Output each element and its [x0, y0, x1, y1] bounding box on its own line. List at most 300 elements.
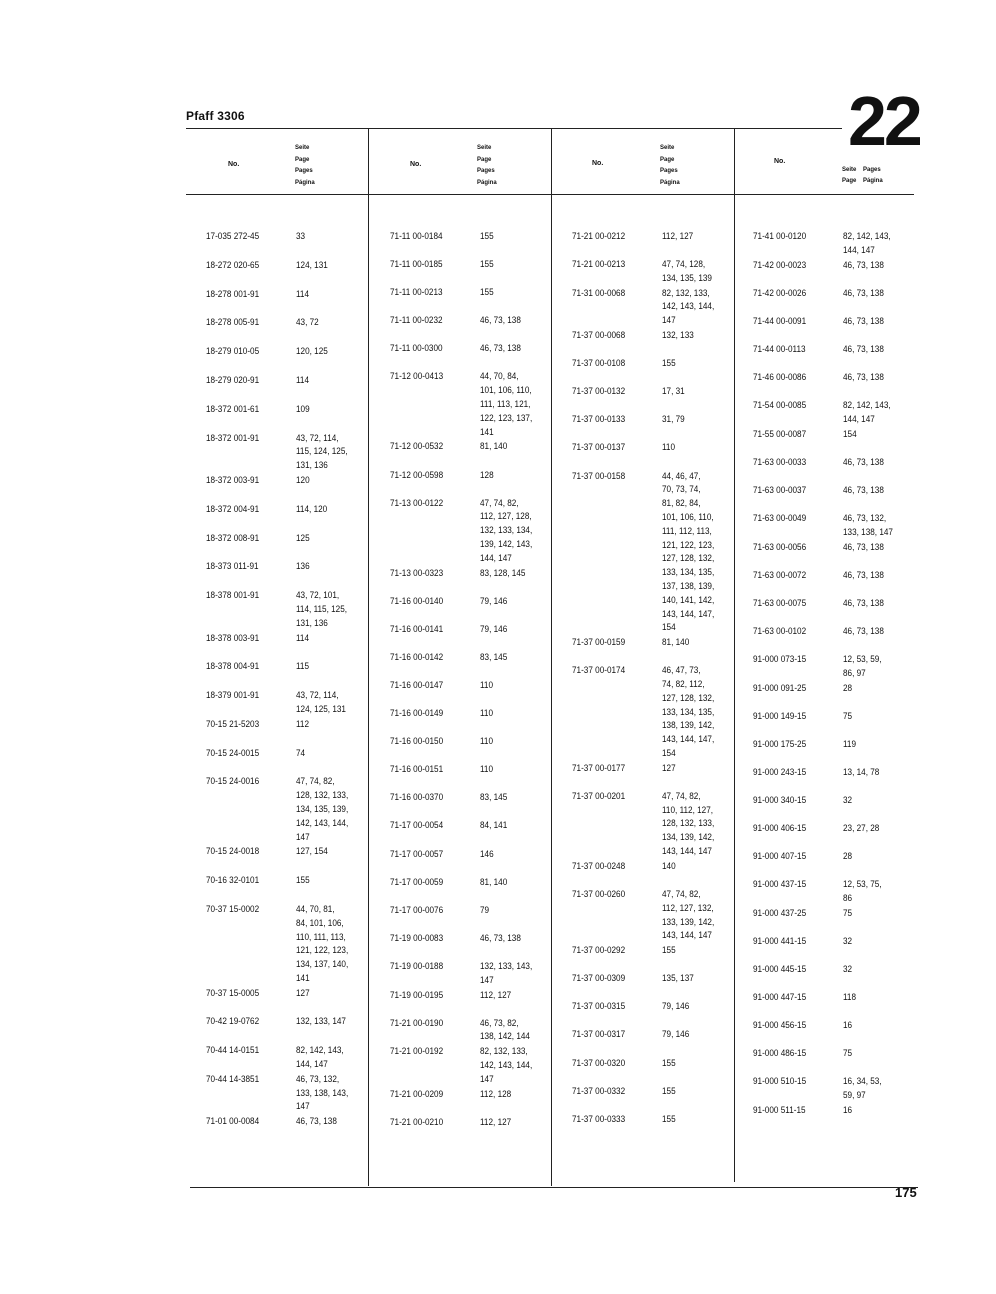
part-number: 71-37 00-0108	[572, 358, 626, 370]
page-references: 81, 140	[480, 441, 508, 453]
part-entry	[572, 441, 752, 455]
page-references: 155	[480, 287, 494, 299]
page-references: 110	[480, 708, 494, 720]
part-number: 71-63 00-0102	[753, 625, 807, 637]
part-number: 71-16 00-0149	[390, 708, 444, 720]
page-references: 82, 142, 143, 144, 147	[296, 1045, 344, 1071]
page-references: 127	[662, 762, 676, 774]
part-number: 71-17 00-0057	[390, 848, 444, 860]
page-references: 155	[480, 259, 494, 271]
page-references: 120	[296, 474, 310, 486]
part-entry	[753, 399, 933, 427]
header-seite-2: Seite Page Pages Página	[477, 145, 497, 186]
part-number: 91-000 175-25	[753, 738, 807, 750]
part-entry	[390, 230, 570, 244]
part-entry	[206, 1044, 386, 1072]
part-entry	[206, 230, 386, 244]
part-entry	[390, 370, 570, 439]
part-entry	[753, 1019, 933, 1033]
part-entry	[206, 1015, 386, 1029]
part-entry	[390, 595, 570, 609]
page-references: 124, 131	[296, 259, 328, 271]
page-references: 81, 140	[662, 637, 690, 649]
part-entry	[572, 972, 752, 986]
part-number: 70-37 15-0002	[206, 903, 260, 915]
page-references: 79, 146	[662, 1029, 690, 1041]
part-number: 71-11 00-0213	[390, 287, 443, 299]
page-references: 155	[662, 1113, 676, 1125]
part-number: 18-279 010-05	[206, 346, 260, 358]
part-entry	[572, 1028, 752, 1042]
parts-column-3	[572, 230, 752, 1141]
part-entry	[572, 329, 752, 343]
page-references: 112, 127	[480, 1116, 512, 1128]
part-number: 71-63 00-0056	[753, 541, 807, 553]
part-number: 70-44 14-3851	[206, 1073, 260, 1085]
part-entry	[753, 315, 933, 329]
page-references: 46, 73, 138	[843, 625, 884, 637]
part-number: 71-19 00-0195	[390, 989, 444, 1001]
page-references: 110	[662, 442, 676, 454]
part-entry	[206, 403, 386, 417]
page-references: 46, 73, 138	[843, 484, 884, 496]
part-entry	[572, 860, 752, 874]
part-entry	[572, 944, 752, 958]
part-entry	[753, 343, 933, 357]
part-number: 91-000 447-15	[753, 992, 807, 1004]
page-number: 175	[895, 1185, 917, 1200]
page-references: 112, 127	[480, 989, 512, 1001]
part-number: 70-15 24-0016	[206, 776, 260, 788]
part-entry	[390, 1116, 570, 1130]
part-entry	[206, 474, 386, 488]
page-references: 46, 73, 82, 138, 142, 144	[480, 1017, 530, 1043]
part-entry	[753, 794, 933, 808]
page-references: 28	[843, 682, 853, 694]
part-number: 71-37 00-0333	[572, 1113, 626, 1125]
page-references: 110	[480, 736, 494, 748]
page-references: 16, 34, 53, 59, 97	[843, 1076, 882, 1102]
page-references: 109	[296, 403, 310, 415]
part-entry	[572, 762, 752, 776]
part-entry	[390, 904, 570, 918]
page-references: 75	[843, 710, 853, 722]
part-number: 18-279 020-91	[206, 374, 260, 386]
part-entry	[390, 567, 570, 581]
part-entry	[390, 791, 570, 805]
page-references: 135, 137	[662, 973, 694, 985]
parts-column-1	[206, 230, 386, 1144]
part-entry	[572, 1000, 752, 1014]
part-number: 71-01 00-0084	[206, 1116, 260, 1128]
part-number: 71-21 00-0209	[390, 1088, 444, 1100]
part-number: 71-37 00-0137	[572, 442, 626, 454]
page-references: 46, 73, 138	[843, 259, 884, 271]
page-references: 155	[662, 1085, 676, 1097]
page-references: 32	[843, 794, 853, 806]
page-references: 114	[296, 374, 310, 386]
part-number: 71-11 00-0184	[390, 231, 443, 242]
part-number: 71-37 00-0315	[572, 1001, 626, 1013]
page-references: 46, 73, 138	[843, 597, 884, 609]
part-entry	[753, 710, 933, 724]
part-number: 71-37 00-0133	[572, 414, 626, 426]
page-references: 132, 133, 147	[296, 1016, 346, 1028]
part-entry	[390, 342, 570, 356]
part-entry	[390, 1045, 570, 1086]
section-number: 22	[848, 82, 920, 160]
part-entry	[390, 1088, 570, 1102]
page-references: 114	[296, 288, 310, 300]
page-references: 46, 73, 132, 133, 138, 143, 147	[296, 1073, 349, 1113]
page-references: 46, 73, 138	[843, 343, 884, 355]
part-number: 71-37 00-0317	[572, 1029, 626, 1041]
part-entry	[206, 987, 386, 1001]
page-references: 43, 72, 114, 124, 125, 131	[296, 690, 346, 715]
part-number: 91-000 243-15	[753, 766, 807, 778]
part-number: 71-12 00-0532	[390, 441, 444, 453]
part-entry	[206, 845, 386, 859]
part-number: 18-372 004-91	[206, 503, 260, 515]
part-number: 71-37 00-0159	[572, 637, 626, 649]
part-entry	[206, 503, 386, 517]
part-number: 71-37 00-0068	[572, 330, 626, 342]
page-references: 79, 146	[662, 1001, 690, 1013]
page-references: 23, 27, 28	[843, 822, 880, 834]
part-entry	[390, 735, 570, 749]
part-entry	[753, 625, 933, 639]
part-entry	[390, 440, 570, 454]
part-number: 71-37 00-0320	[572, 1057, 626, 1069]
page-references: 128	[480, 469, 494, 481]
part-number: 71-44 00-0091	[753, 315, 807, 327]
page-references: 44, 70, 84, 101, 106, 110, 111, 113, 121, 122, 123, 137, 141	[480, 371, 533, 438]
part-number: 18-272 020-65	[206, 259, 260, 271]
part-entry	[753, 1075, 933, 1103]
part-number: 71-37 00-0260	[572, 888, 626, 900]
part-number: 71-63 00-0037	[753, 484, 807, 496]
part-number: 71-17 00-0054	[390, 820, 444, 832]
page-references: 28	[843, 851, 853, 863]
page-references: 13, 14, 78	[843, 766, 880, 778]
part-number: 91-000 073-15	[753, 653, 807, 665]
page-references: 31, 79	[662, 414, 685, 426]
part-number: 71-63 00-0033	[753, 456, 807, 468]
page-references: 154	[843, 428, 857, 440]
part-entry	[753, 371, 933, 385]
page-references: 82, 142, 143, 144, 147	[843, 400, 891, 425]
part-entry	[206, 345, 386, 359]
header-no-1: No.	[228, 161, 240, 168]
page-references: 33	[296, 231, 306, 242]
part-entry	[390, 989, 570, 1003]
part-number: 18-372 008-91	[206, 532, 260, 544]
part-entry	[206, 660, 386, 674]
part-entry	[206, 1073, 386, 1114]
part-entry	[206, 432, 386, 473]
page-references: 112, 127	[662, 231, 694, 242]
page-references: 32	[843, 963, 853, 975]
part-number: 71-21 00-0212	[572, 231, 626, 242]
part-number: 70-15 24-0015	[206, 747, 260, 759]
part-entry	[390, 497, 570, 566]
part-number: 70-44 14-0151	[206, 1045, 260, 1057]
part-entry	[390, 314, 570, 328]
part-entry	[753, 766, 933, 780]
part-entry	[753, 1104, 933, 1118]
part-number: 71-37 00-0158	[572, 470, 626, 482]
part-number: 71-37 00-0174	[572, 665, 626, 677]
header-seite-4: Seite Pages Page Página	[842, 167, 883, 184]
page-references: 47, 74, 128, 134, 135, 139	[662, 259, 712, 284]
part-number: 91-000 340-15	[753, 794, 807, 806]
part-number: 71-16 00-0151	[390, 764, 444, 776]
page-references: 44, 46, 47, 70, 73, 74, 81, 82, 84, 101, 106, 110, 111, 112, 113, 121, 122, 123, 127, 128, 132, 133, 134, 135, 137, 138, 139, 140, 141, 142, 143, 144, 147, 154	[662, 470, 715, 634]
part-number: 71-37 00-0201	[572, 790, 626, 802]
part-number: 71-12 00-0413	[390, 371, 444, 383]
part-number: 71-21 00-0192	[390, 1046, 444, 1058]
page-references: 46, 73, 138	[843, 541, 884, 553]
page-references: 155	[662, 1057, 676, 1069]
part-number: 18-372 001-91	[206, 432, 260, 444]
part-entry	[206, 288, 386, 302]
page-references: 75	[843, 1048, 853, 1060]
part-number: 91-000 445-15	[753, 963, 807, 975]
parts-column-2	[390, 230, 570, 1144]
part-entry	[206, 589, 386, 630]
page-references: 82, 142, 143, 144, 147	[843, 231, 891, 256]
bottom-rule	[190, 1187, 918, 1188]
parts-column-4	[753, 230, 933, 1132]
part-entry	[390, 469, 570, 483]
page-references: 83, 145	[480, 651, 508, 663]
page-references: 46, 73, 138	[843, 456, 884, 468]
part-entry	[206, 874, 386, 888]
page-references: 82, 132, 133, 142, 143, 144, 147	[480, 1046, 533, 1085]
part-entry	[206, 903, 386, 986]
part-number: 71-37 00-0292	[572, 945, 626, 957]
page-references: 132, 133, 143, 147	[480, 960, 533, 986]
part-entry	[572, 258, 752, 286]
part-number: 71-16 00-0141	[390, 623, 444, 635]
part-entry	[206, 747, 386, 761]
part-number: 71-16 00-0147	[390, 680, 444, 691]
page-references: 118	[843, 992, 857, 1004]
part-number: 71-16 00-0142	[390, 651, 444, 663]
part-entry	[390, 819, 570, 833]
part-number: 71-54 00-0085	[753, 400, 807, 412]
part-entry	[390, 876, 570, 890]
page-references: 155	[662, 358, 676, 370]
page-references: 47, 74, 82, 110, 112, 127, 128, 132, 133, 134, 139, 142, 143, 144, 147	[662, 790, 715, 858]
page-references: 17, 31	[662, 386, 685, 398]
part-entry	[572, 287, 752, 328]
part-number: 91-000 486-15	[753, 1048, 807, 1060]
part-number: 70-42 19-0762	[206, 1016, 260, 1028]
page-references: 82, 132, 133, 142, 143, 144, 147	[662, 287, 715, 327]
part-entry	[753, 512, 933, 540]
part-number: 71-19 00-0083	[390, 932, 444, 944]
part-number: 91-000 441-15	[753, 935, 807, 947]
part-entry	[390, 1017, 570, 1045]
part-entry	[206, 718, 386, 732]
part-entry	[753, 878, 933, 906]
part-entry	[390, 623, 570, 637]
part-number: 71-37 00-0332	[572, 1085, 626, 1097]
part-number: 91-000 510-15	[753, 1076, 807, 1088]
part-entry	[206, 532, 386, 546]
part-number: 71-16 00-0150	[390, 736, 444, 748]
page-references: 81, 140	[480, 876, 508, 888]
page-references: 44, 70, 81, 84, 101, 106, 110, 111, 113, 121, 122, 123, 134, 137, 140, 141	[296, 903, 349, 984]
part-entry	[206, 316, 386, 330]
part-number: 71-17 00-0076	[390, 904, 444, 916]
header-no-4: No.	[774, 158, 786, 165]
part-entry	[753, 230, 933, 258]
part-number: 71-17 00-0059	[390, 876, 444, 888]
page-references: 110	[480, 764, 494, 776]
part-number: 18-379 001-91	[206, 690, 260, 702]
part-number: 91-000 437-15	[753, 879, 807, 891]
part-entry	[753, 259, 933, 273]
page-references: 75	[843, 907, 853, 919]
part-number: 71-11 00-0300	[390, 343, 443, 355]
part-number: 71-41 00-0120	[753, 231, 807, 242]
page-references: 112, 128	[480, 1088, 512, 1100]
page-references: 43, 72, 114, 115, 124, 125, 131, 136	[296, 432, 348, 472]
part-number: 17-035 272-45	[206, 231, 260, 242]
page-references: 79, 146	[480, 623, 508, 635]
part-number: 71-12 00-0598	[390, 469, 444, 481]
page-references: 125	[296, 532, 310, 544]
header-seite-3: Seite Page Pages Página	[660, 145, 680, 186]
part-number: 70-15 21-5203	[206, 718, 260, 730]
part-number: 18-372 001-61	[206, 403, 260, 415]
page-references: 46, 73, 138	[843, 569, 884, 581]
part-number: 71-55 00-0087	[753, 428, 807, 440]
part-number: 91-000 406-15	[753, 822, 807, 834]
page-references: 83, 145	[480, 792, 508, 804]
part-entry	[572, 230, 752, 244]
page-references: 46, 73, 132, 133, 138, 147	[843, 512, 893, 538]
part-entry	[390, 679, 570, 693]
part-entry	[206, 374, 386, 388]
page-references: 47, 74, 82, 112, 127, 128, 132, 133, 134, 139, 142, 143, 144, 147	[480, 497, 533, 564]
part-number: 70-37 15-0005	[206, 987, 260, 999]
part-entry	[753, 1047, 933, 1061]
part-entry	[390, 286, 570, 300]
part-entry	[572, 385, 752, 399]
part-entry	[753, 850, 933, 864]
part-entry	[572, 1085, 752, 1099]
part-number: 71-37 00-0177	[572, 762, 626, 774]
page-references: 127	[296, 987, 310, 999]
page-references: 127, 154	[296, 846, 328, 858]
part-entry	[390, 960, 570, 988]
page-references: 119	[843, 738, 857, 750]
part-number: 18-378 004-91	[206, 661, 260, 673]
part-entry	[753, 682, 933, 696]
part-number: 70-16 32-0101	[206, 875, 260, 887]
part-number: 91-000 149-15	[753, 710, 807, 722]
top-rule	[186, 128, 842, 129]
part-number: 71-11 00-0185	[390, 259, 443, 271]
part-entry	[753, 541, 933, 555]
page-references: 32	[843, 935, 853, 947]
part-number: 71-16 00-0370	[390, 792, 444, 804]
part-number: 91-000 407-15	[753, 851, 807, 863]
part-number: 71-11 00-0232	[390, 315, 443, 327]
page-references: 46, 73, 138	[480, 932, 521, 944]
page-references: 155	[296, 875, 310, 887]
page-references: 146	[480, 848, 494, 860]
part-entry	[572, 664, 752, 761]
part-number: 71-63 00-0075	[753, 597, 807, 609]
part-number: 71-13 00-0122	[390, 497, 444, 509]
part-entry	[206, 560, 386, 574]
part-entry	[390, 848, 570, 862]
header-seite-1: Seite Page Pages Página	[295, 145, 315, 186]
page-references: 114, 120	[296, 503, 328, 515]
part-number: 71-63 00-0049	[753, 512, 807, 524]
part-number: 71-42 00-0023	[753, 259, 807, 271]
page-references: 46, 73, 138	[843, 371, 884, 383]
document-title: Pfaff 3306	[186, 109, 245, 123]
page-references: 74	[296, 747, 306, 759]
page-references: 110	[480, 680, 494, 691]
part-number: 71-46 00-0086	[753, 371, 807, 383]
page-references: 132, 133	[662, 330, 694, 342]
part-entry	[753, 738, 933, 752]
part-number: 18-278 001-91	[206, 288, 260, 300]
part-number: 91-000 437-25	[753, 907, 807, 919]
part-number: 71-42 00-0026	[753, 287, 807, 299]
part-number: 91-000 511-15	[753, 1104, 806, 1116]
part-number: 71-37 00-0309	[572, 973, 626, 985]
page-references: 115	[296, 661, 310, 673]
page-references: 83, 128, 145	[480, 567, 526, 579]
part-number: 71-31 00-0068	[572, 287, 626, 299]
part-number: 71-13 00-0323	[390, 567, 444, 579]
part-entry	[572, 1057, 752, 1071]
part-number: 71-44 00-0113	[753, 343, 806, 355]
part-number: 18-378 003-91	[206, 632, 260, 644]
part-entry	[206, 1115, 386, 1129]
part-number: 71-19 00-0188	[390, 960, 444, 972]
part-entry	[753, 935, 933, 949]
part-entry	[753, 991, 933, 1005]
page-references: 47, 74, 82, 128, 132, 133, 134, 135, 139, 142, 143, 144, 147	[296, 776, 349, 843]
page-references: 84, 141	[480, 820, 508, 832]
header-no-3: No.	[592, 160, 604, 167]
page-references: 46, 73, 138	[843, 315, 884, 327]
part-number: 18-278 005-91	[206, 317, 260, 329]
page-references: 155	[662, 945, 676, 957]
part-number: 71-37 00-0132	[572, 386, 626, 398]
page-references: 16	[843, 1020, 853, 1032]
part-entry	[753, 597, 933, 611]
page-references: 112	[296, 718, 310, 730]
part-entry	[753, 963, 933, 977]
part-entry	[206, 689, 386, 717]
page-references: 136	[296, 561, 310, 573]
page-references: 120, 125	[296, 346, 328, 358]
page-references: 43, 72, 101, 114, 115, 125, 131, 136	[296, 590, 348, 629]
part-number: 70-15 24-0018	[206, 846, 260, 858]
part-number: 91-000 091-25	[753, 682, 807, 694]
part-number: 71-21 00-0190	[390, 1017, 444, 1029]
page-references: 46, 73, 138	[480, 343, 521, 355]
